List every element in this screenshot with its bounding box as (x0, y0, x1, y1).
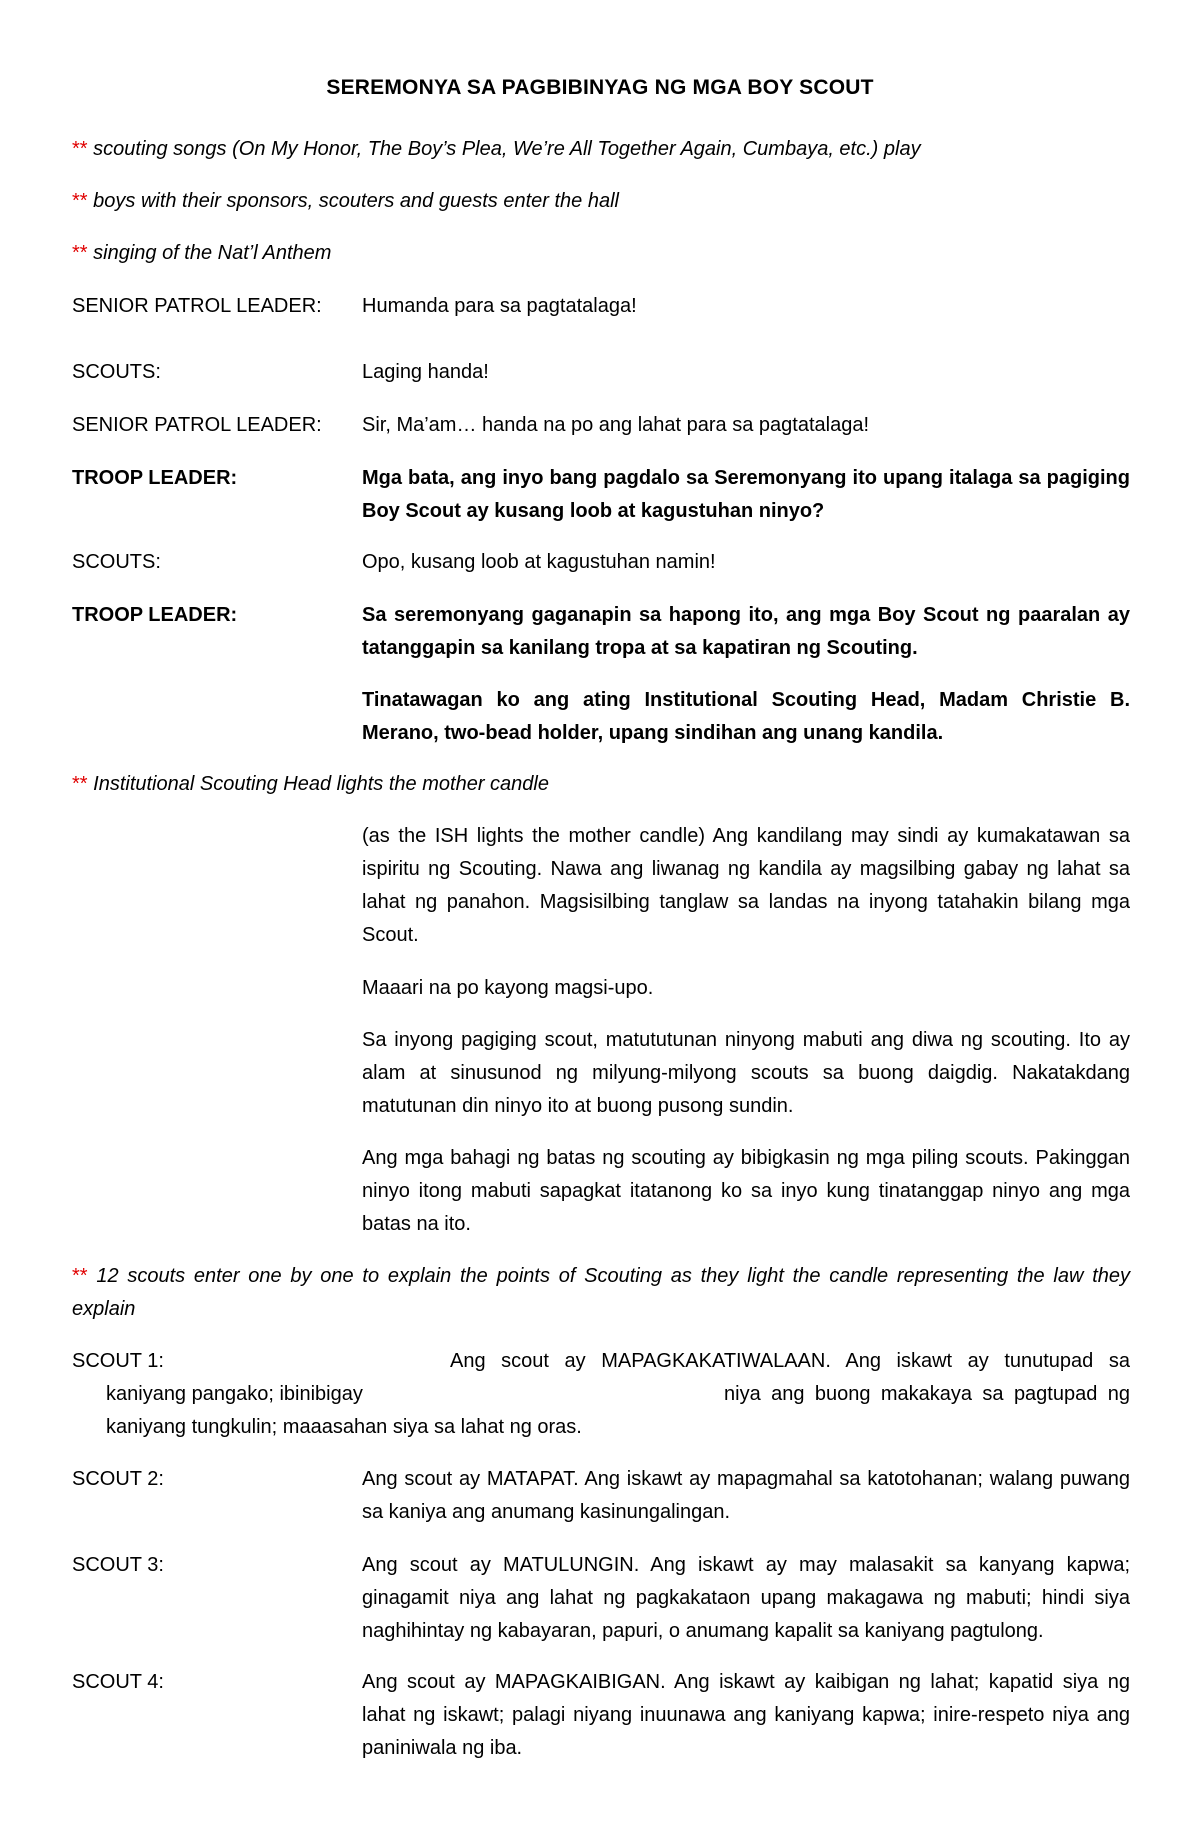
dialogue-line: Opo, kusang loob at kagustuhan namin! (362, 551, 716, 573)
scout-1-line: niya ang buong makakaya sa pagtupad ng (724, 1383, 1130, 1405)
scout-1-line: Ang scout ay MAPAGKAKATIWALAAN. Ang iskawt ay tunutupad sa (450, 1350, 1130, 1372)
dialogue-line: Sir, Ma’am… handa na po ang lahat para sa pagtatalaga! (362, 414, 870, 436)
dialogue-line: Mga bata, ang inyo bang pagdalo sa Seremonyang ito upang italaga sa pagiging Boy Scout ay kusang loob at kagustuhan ninyo? (362, 467, 1130, 522)
asterisks: ** (72, 138, 88, 160)
ish-paragraph: (as the ISH lights the mother candle) Ang kandilang may sindi ay kumakatawan sa ispiritu ng Scouting. Nawa ang liwanag ng kandila ay magsilbing gabay ng lahat sa lahat ng panahon. Magsisilbing tanglaw sa landas na inyong tatahakin bilang mga Scout. (362, 825, 1130, 946)
speaker-label: SCOUT 2: (72, 1468, 164, 1490)
ish-paragraph: Sa inyong pagiging scout, matututunan ninyong mabuti ang diwa ng scouting. Ito ay alam at sinusunod ng milyung-milyong scouts sa buong daigdig. Nakatakdang matutunan din ninyo ito at buong pusong sundin. (362, 1029, 1130, 1117)
dialogue-line: Sa seremonyang gaganapin sa hapong ito, ang mga Boy Scout ng paaralan ay tatanggapin sa kanilang tropa at sa kapatiran ng Scouting. (362, 604, 1130, 659)
speaker-label: SCOUT 3: (72, 1554, 164, 1576)
ish-paragraph: Maaari na po kayong magsi-upo. (362, 977, 654, 999)
speaker-label: TROOP LEADER: (72, 467, 238, 489)
ish-paragraph: Ang mga bahagi ng batas ng scouting ay bibigkasin ng mga piling scouts. Pakinggan ninyo itong mabuti sapagkat itatanong ko sa inyo kung tinatanggap ninyo ang mga batas na ito. (362, 1147, 1130, 1235)
stage-direction-anthem: ** singing of the Nat’l Anthem (72, 242, 332, 264)
dialogue-line: Humanda para sa pagtatalaga! (362, 295, 637, 317)
asterisks: ** (72, 773, 88, 795)
scout-line: Ang scout ay MAPAGKAIBIGAN. Ang iskawt ay kaibigan ng lahat; kapatid siya ng lahat ng iskawt; palagi niyang inuunawa ang kaniyang kapwa; inire-respeto niya ang paniniwala ng iba. (362, 1671, 1130, 1759)
dialogue-line: Laging handa! (362, 361, 489, 383)
stage-direction-enter: ** boys with their sponsors, scouters and guests enter the hall (72, 190, 619, 212)
speaker-label: SENIOR PATROL LEADER: (72, 295, 322, 317)
asterisks: ** (72, 190, 88, 212)
scout-line: Ang scout ay MATULUNGIN. Ang iskawt ay may malasakit sa kanyang kapwa; ginagamit niya ang lahat ng pagkakataon upang makagawa ng mabuti; hindi siya naghihintay ng kabayaran, papuri, o anumang kapalit sa kaniyang pagtulong. (362, 1554, 1130, 1642)
speaker-label: SENIOR PATROL LEADER: (72, 414, 322, 436)
speaker-label: SCOUTS: (72, 551, 161, 573)
speaker-label: SCOUT 1: (72, 1350, 164, 1372)
speaker-label: SCOUT 4: (72, 1671, 164, 1693)
speaker-label: SCOUTS: (72, 361, 161, 383)
scout-1-line: kaniyang tungkulin; maaasahan siya sa lahat ng oras. (106, 1416, 582, 1438)
stage-direction-ish: ** Institutional Scouting Head lights the mother candle (72, 773, 549, 795)
scout-line: Ang scout ay MATAPAT. Ang iskawt ay mapagmahal sa katotohanan; walang puwang sa kaniya ang anumang kasinungalingan. (362, 1468, 1130, 1523)
page-title: SEREMONYA SA PAGBIBINYAG NG MGA BOY SCOUT (326, 76, 874, 99)
stage-direction-songs: ** scouting songs (On My Honor, The Boy’s Plea, We’re All Together Again, Cumbaya, etc.) play (72, 138, 921, 160)
asterisks: ** (72, 1265, 88, 1287)
scout-1-line: kaniyang pangako; ibinibigay (106, 1383, 363, 1405)
asterisks: ** (72, 242, 88, 264)
troop-leader-invitation: Tinatawagan ko ang ating Institutional Scouting Head, Madam Christie B. Merano, two-bead holder, upang sindihan ang unang kandila. (362, 689, 1130, 744)
speaker-label: TROOP LEADER: (72, 604, 238, 626)
stage-direction-twelve: ** 12 scouts enter one by one to explain the points of Scouting as they light the candle representing the law they explain (72, 1265, 1130, 1320)
